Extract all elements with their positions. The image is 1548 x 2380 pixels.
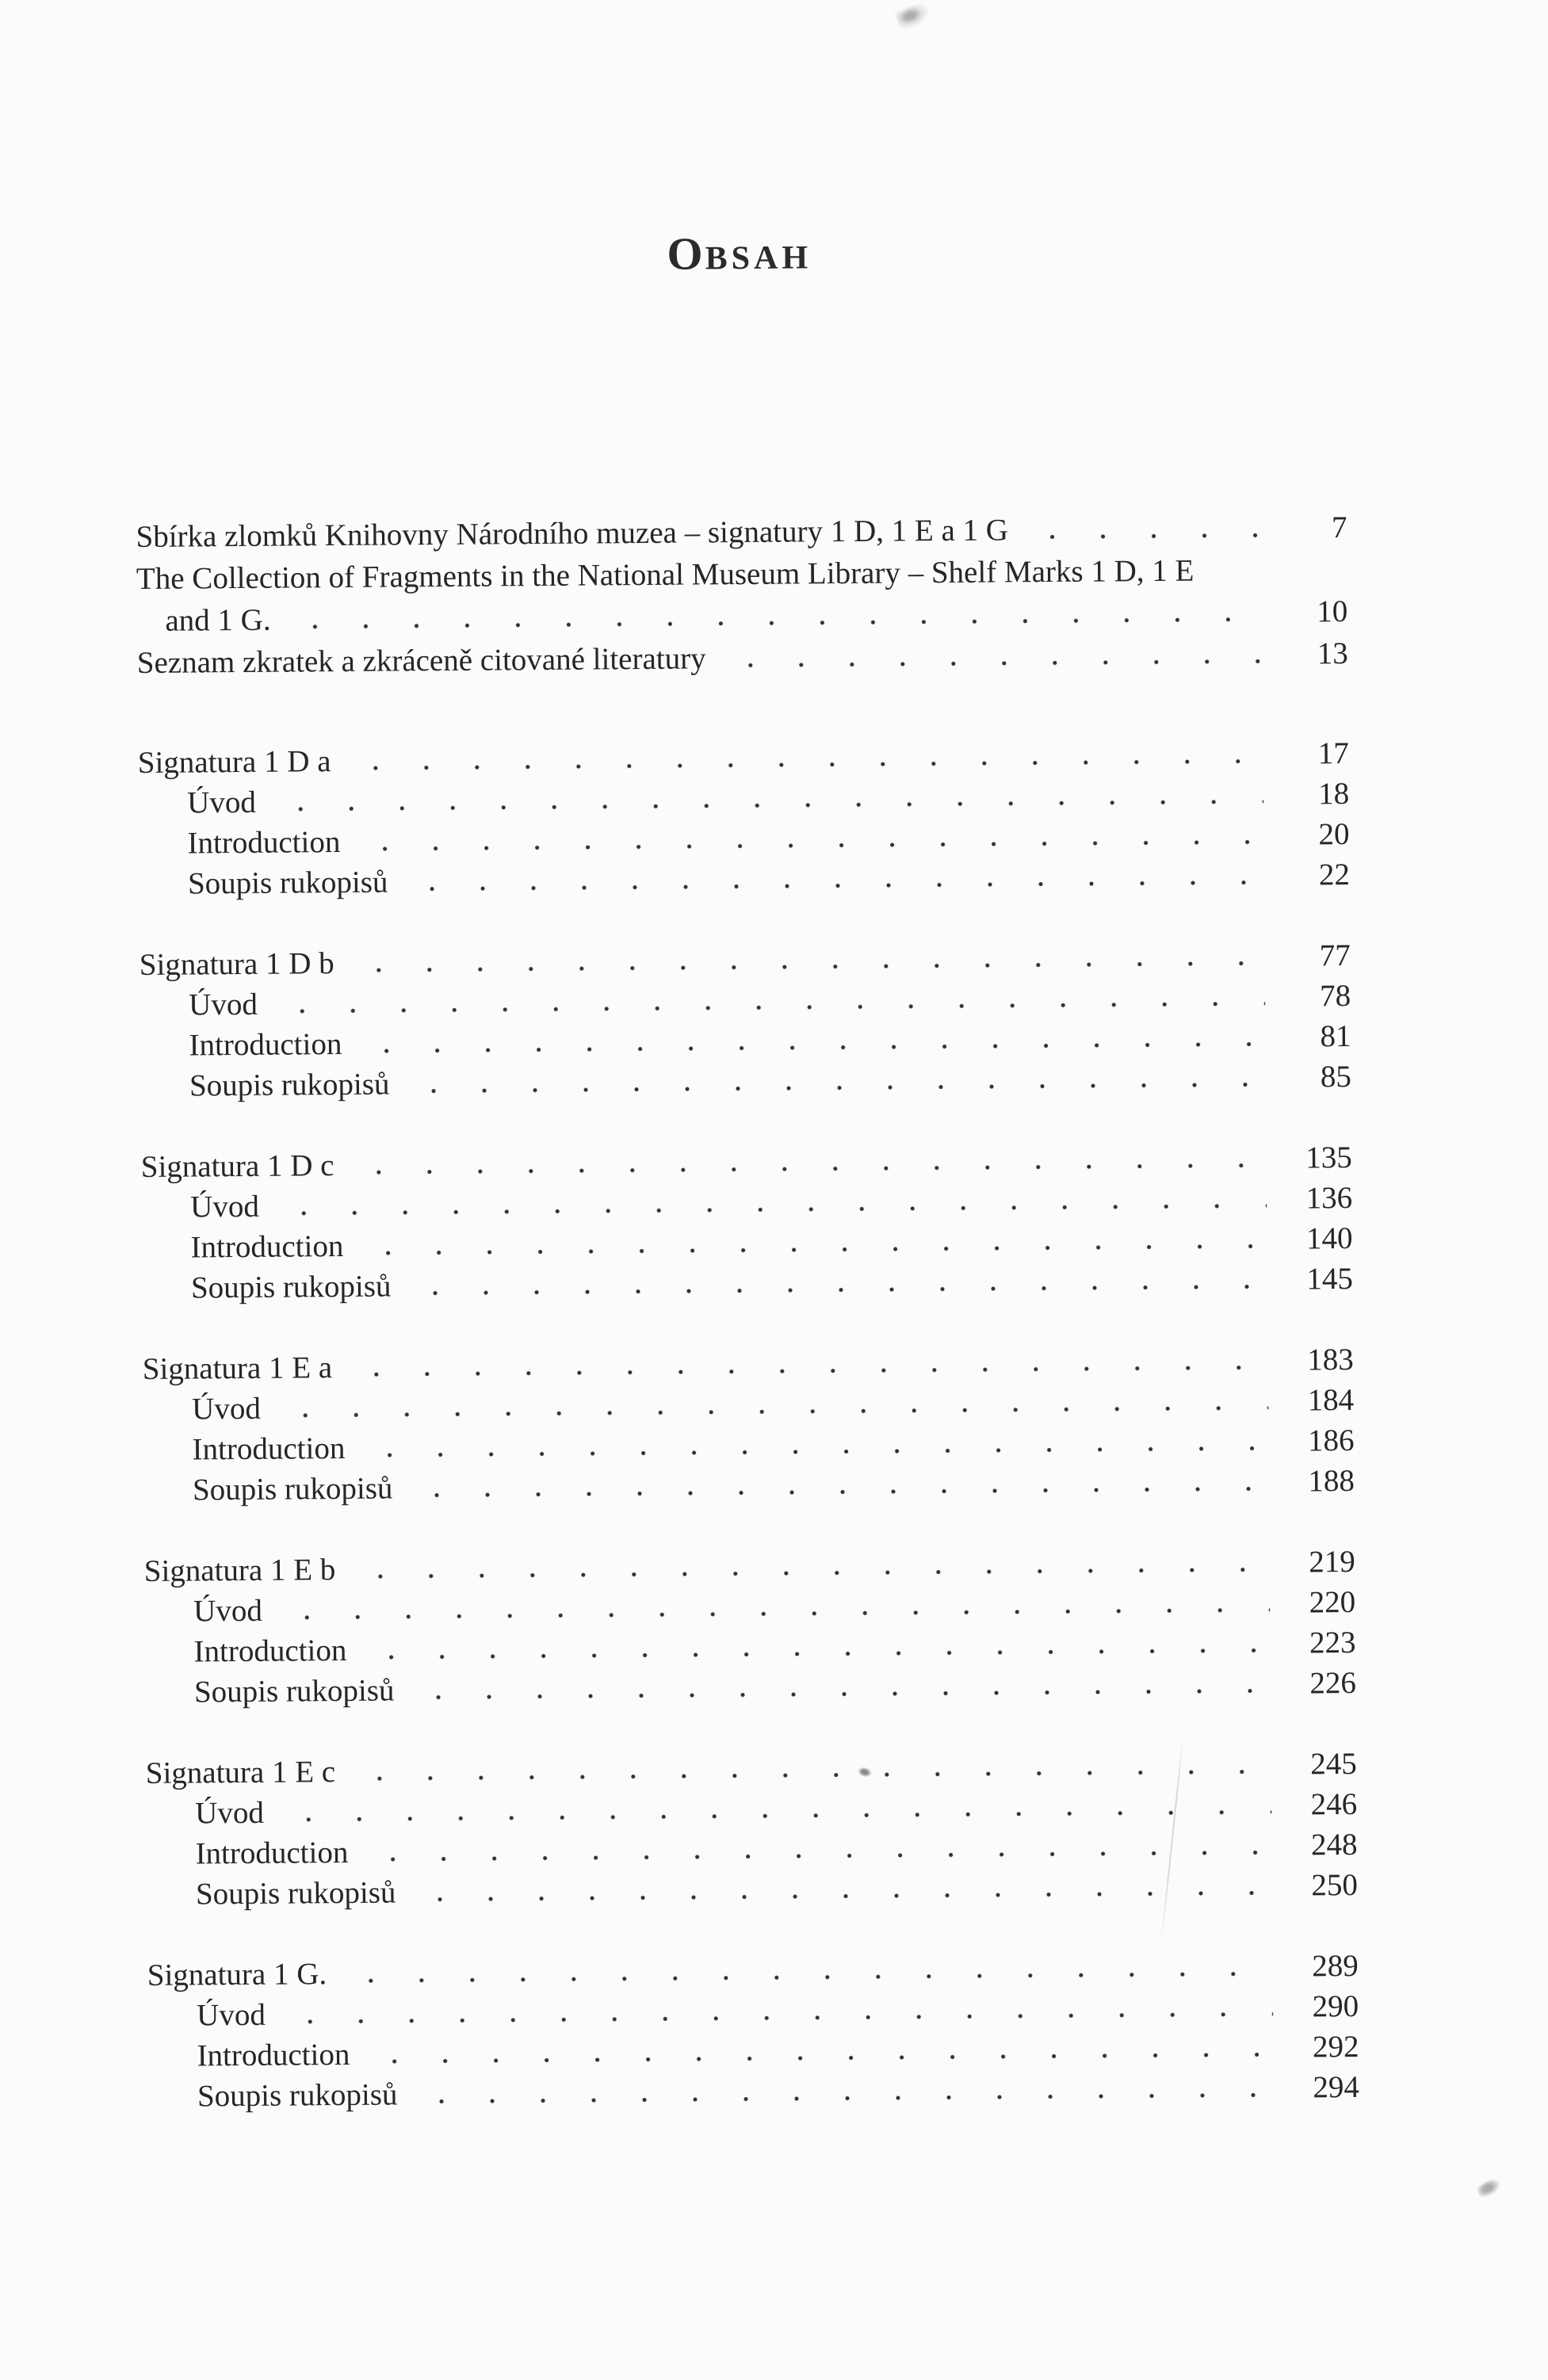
toc-entry-label: Úvod bbox=[189, 987, 258, 1022]
toc-page-number: 10 bbox=[1317, 594, 1348, 629]
toc-page-number: 7 bbox=[1331, 510, 1347, 545]
dot-leader bbox=[349, 961, 1265, 973]
dot-leader bbox=[362, 1850, 1271, 1862]
dot-leader bbox=[275, 1405, 1268, 1419]
toc-entry-label: Soupis rukopisů bbox=[192, 1471, 393, 1507]
dot-leader bbox=[356, 1041, 1265, 1054]
toc-entry-label: Soupis rukopisů bbox=[189, 1067, 390, 1103]
toc-entry-label: Úvod bbox=[195, 1795, 265, 1831]
dot-leader bbox=[346, 1365, 1268, 1377]
toc-row bbox=[140, 1059, 1351, 1109]
toc-page-number: 140 bbox=[1305, 1221, 1353, 1256]
page-title-rest: BSAH bbox=[705, 239, 812, 277]
toc-entry-label: Signatura 1 E a bbox=[142, 1350, 333, 1386]
toc-page-number: 248 bbox=[1310, 1827, 1358, 1862]
toc-entry-label: The Collection of Fragments in the National Museum Library – Shelf Marks 1 D, 1 E bbox=[136, 553, 1194, 597]
toc-entry-label: Signatura 1 E b bbox=[143, 1553, 336, 1588]
toc-page-number: 85 bbox=[1320, 1060, 1352, 1094]
toc-section bbox=[147, 1948, 1360, 2119]
toc-row bbox=[142, 1261, 1353, 1311]
toc-page-number: 290 bbox=[1312, 1988, 1359, 2024]
toc-page-number: 22 bbox=[1318, 858, 1351, 892]
toc-page-number: 250 bbox=[1311, 1867, 1359, 1903]
toc-entry-label: Soupis rukopisů bbox=[193, 1673, 395, 1710]
toc-entry-label: Introduction bbox=[195, 1835, 349, 1871]
page-title-initial: O bbox=[667, 227, 705, 280]
toc-section bbox=[141, 1140, 1354, 1311]
toc-page-number: 220 bbox=[1309, 1584, 1356, 1620]
dot-leader bbox=[403, 1082, 1266, 1094]
dot-leader bbox=[280, 2011, 1273, 2025]
table-of-contents bbox=[136, 510, 1359, 2119]
dot-leader bbox=[1208, 575, 1262, 581]
toc-page-number: 18 bbox=[1317, 777, 1350, 812]
toc-entry-label: and 1 G. bbox=[165, 602, 271, 638]
toc-section bbox=[140, 938, 1352, 1109]
dot-leader bbox=[408, 1688, 1271, 1701]
toc-entry-label: Signatura 1 D b bbox=[139, 946, 334, 983]
toc-entry-label: Úvod bbox=[193, 1593, 263, 1629]
dot-leader bbox=[720, 659, 1263, 668]
dot-leader bbox=[350, 1567, 1269, 1580]
toc-page-number: 81 bbox=[1320, 1019, 1351, 1054]
dot-leader bbox=[402, 880, 1264, 892]
toc-entry-label: Úvod bbox=[187, 785, 257, 820]
toc-page-number: 226 bbox=[1309, 1665, 1357, 1701]
toc-section bbox=[146, 1746, 1359, 1917]
toc-front-matter bbox=[136, 510, 1348, 687]
toc-page-number: 183 bbox=[1307, 1342, 1354, 1377]
dot-leader bbox=[270, 799, 1263, 812]
toc-entry-label: Úvod bbox=[197, 1997, 266, 2033]
page-title bbox=[134, 222, 1345, 285]
toc-section bbox=[143, 1342, 1355, 1513]
dot-leader bbox=[405, 1284, 1267, 1297]
toc-page-number: 246 bbox=[1310, 1786, 1358, 1822]
toc-entry-label: Signatura 1 G. bbox=[147, 1957, 327, 1992]
dot-leader bbox=[349, 1163, 1267, 1175]
toc-entry-label: Introduction bbox=[190, 1228, 344, 1265]
dot-leader bbox=[359, 1446, 1268, 1458]
toc-page-number: 13 bbox=[1317, 636, 1348, 671]
toc-row bbox=[147, 1867, 1358, 1917]
dot-leader bbox=[407, 1486, 1269, 1499]
toc-entry-label: Signatura 1 D c bbox=[140, 1148, 334, 1185]
toc-sections bbox=[138, 735, 1360, 2119]
toc-entry-label: Sbírka zlomků Knihovny Národního muzea – signatury 1 D, 1 E a 1 G bbox=[136, 513, 1009, 555]
toc-page-number: 219 bbox=[1309, 1544, 1355, 1580]
dot-leader bbox=[350, 1769, 1271, 1782]
toc-entry-label: Signatura 1 E c bbox=[145, 1755, 336, 1790]
toc-page-number: 135 bbox=[1305, 1140, 1352, 1175]
dot-leader bbox=[341, 1971, 1273, 1984]
dot-leader bbox=[357, 1243, 1267, 1256]
toc-section bbox=[138, 735, 1351, 907]
dot-leader bbox=[285, 617, 1263, 630]
toc-page-number: 292 bbox=[1312, 2029, 1359, 2065]
toc-row bbox=[137, 636, 1348, 687]
dot-leader bbox=[273, 1203, 1267, 1217]
toc-entry-label: Soupis rukopisů bbox=[197, 2077, 398, 2114]
toc-row bbox=[145, 1665, 1356, 1715]
toc-section bbox=[144, 1544, 1357, 1715]
dot-leader bbox=[411, 2092, 1274, 2105]
dot-leader bbox=[361, 1648, 1270, 1660]
toc-page-number: 136 bbox=[1305, 1180, 1353, 1216]
dot-leader bbox=[272, 1001, 1265, 1014]
toc-page-number: 145 bbox=[1306, 1261, 1354, 1297]
toc-entry-label: Úvod bbox=[190, 1189, 260, 1224]
toc-entry-label: Úvod bbox=[192, 1391, 262, 1427]
dot-leader bbox=[346, 758, 1263, 771]
toc-entry-label: Signatura 1 D a bbox=[137, 744, 331, 781]
dot-leader bbox=[278, 1809, 1271, 1823]
toc-entry-label: Seznam zkratek a zkráceně citované literatury bbox=[136, 641, 706, 681]
toc-entry-label: Soupis rukopisů bbox=[195, 1875, 396, 1912]
toc-entry-label: Soupis rukopisů bbox=[187, 865, 388, 901]
toc-page-number: 17 bbox=[1317, 736, 1349, 771]
dot-leader bbox=[364, 2052, 1273, 2065]
toc-entry-label: Introduction bbox=[187, 825, 341, 861]
toc-row bbox=[148, 2069, 1359, 2119]
toc-entry-label: Introduction bbox=[193, 1633, 347, 1669]
toc-page-number: 20 bbox=[1318, 817, 1350, 852]
dot-leader bbox=[1022, 533, 1262, 540]
toc-page-number: 184 bbox=[1307, 1382, 1355, 1418]
toc-entry-label: Soupis rukopisů bbox=[190, 1269, 392, 1305]
dot-leader bbox=[277, 1607, 1270, 1621]
toc-page-number: 78 bbox=[1319, 979, 1351, 1014]
toc-entry-label: Introduction bbox=[197, 2037, 350, 2073]
toc-page-number: 77 bbox=[1319, 938, 1351, 973]
toc-row bbox=[139, 857, 1350, 907]
toc-row bbox=[143, 1463, 1355, 1513]
dot-leader bbox=[354, 839, 1263, 852]
toc-entry-label: Introduction bbox=[189, 1027, 342, 1063]
toc-page-number: 294 bbox=[1313, 2069, 1360, 2105]
toc-page-number: 188 bbox=[1308, 1463, 1355, 1499]
toc-page-number: 289 bbox=[1312, 1948, 1359, 1984]
dot-leader bbox=[410, 1890, 1272, 1903]
toc-page-number: 245 bbox=[1310, 1746, 1357, 1782]
toc-entry-label: Introduction bbox=[192, 1431, 346, 1467]
toc-page-number: 186 bbox=[1307, 1423, 1355, 1458]
toc-page-number: 223 bbox=[1309, 1625, 1356, 1660]
